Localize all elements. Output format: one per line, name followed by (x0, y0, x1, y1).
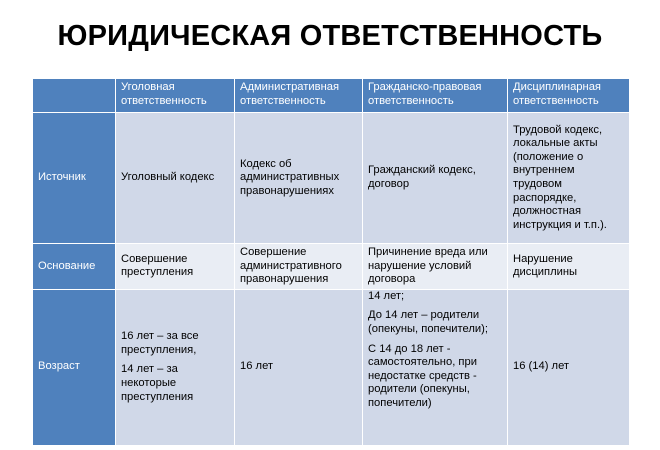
cell-age-criminal (116, 289, 235, 445)
age-criminal-line: 14 лет – за некоторые преступления (121, 363, 194, 403)
age-civil-line: До 14 лет – родители (опекуны, попечители); (368, 309, 489, 335)
cell-age-disciplinary: 16 (14) лет (508, 289, 630, 445)
cell-source-civil: Гражданский кодекс, договор (363, 113, 508, 244)
cell-age-administrative: 16 лет (235, 289, 363, 445)
row-label-basis: Основание (33, 244, 116, 290)
age-civil-line: 14 лет; (368, 289, 405, 302)
age-civil-line: С 14 до 18 лет - самостоятельно, при недостатке средств - родители (опекуны, попечители) (368, 342, 477, 409)
row-label-source: Источник (33, 113, 116, 244)
cell-basis-civil: Причинение вреда или нарушение условий договора (363, 244, 508, 290)
cell-age-civil (363, 289, 508, 445)
table-row-age (33, 289, 630, 445)
header-corner-cell (33, 79, 116, 113)
cell-source-criminal: Уголовный кодекс (116, 113, 235, 244)
header-civil: Гражданско-правовая ответственность (363, 79, 508, 113)
liability-table (32, 78, 630, 446)
table-row-source (33, 113, 630, 244)
cell-source-administrative: Кодекс об административных правонарушениях (235, 113, 363, 244)
cell-basis-administrative: Совершение административного правонарушения (235, 244, 363, 290)
header-administrative: Административная ответственность (235, 79, 363, 113)
row-label-age: Возраст (33, 289, 116, 445)
cell-source-disciplinary: Трудовой кодекс, локальные акты (положение о внутреннем трудовом распорядке, должностная инструкция и т.п.). (508, 113, 630, 244)
table-header-row (33, 79, 630, 113)
header-disciplinary: Дисциплинарная ответственность (508, 79, 630, 113)
table-row-basis (33, 244, 630, 290)
cell-basis-criminal: Совершение преступления (116, 244, 235, 290)
age-criminal-line: 16 лет – за все преступления, (121, 330, 199, 356)
cell-basis-disciplinary: Нарушение дисциплины (508, 244, 630, 290)
header-criminal: Уголовная ответственность (116, 79, 235, 113)
page-title: ЮРИДИЧЕСКАЯ ОТВЕТСТВЕННОСТЬ (57, 20, 603, 52)
